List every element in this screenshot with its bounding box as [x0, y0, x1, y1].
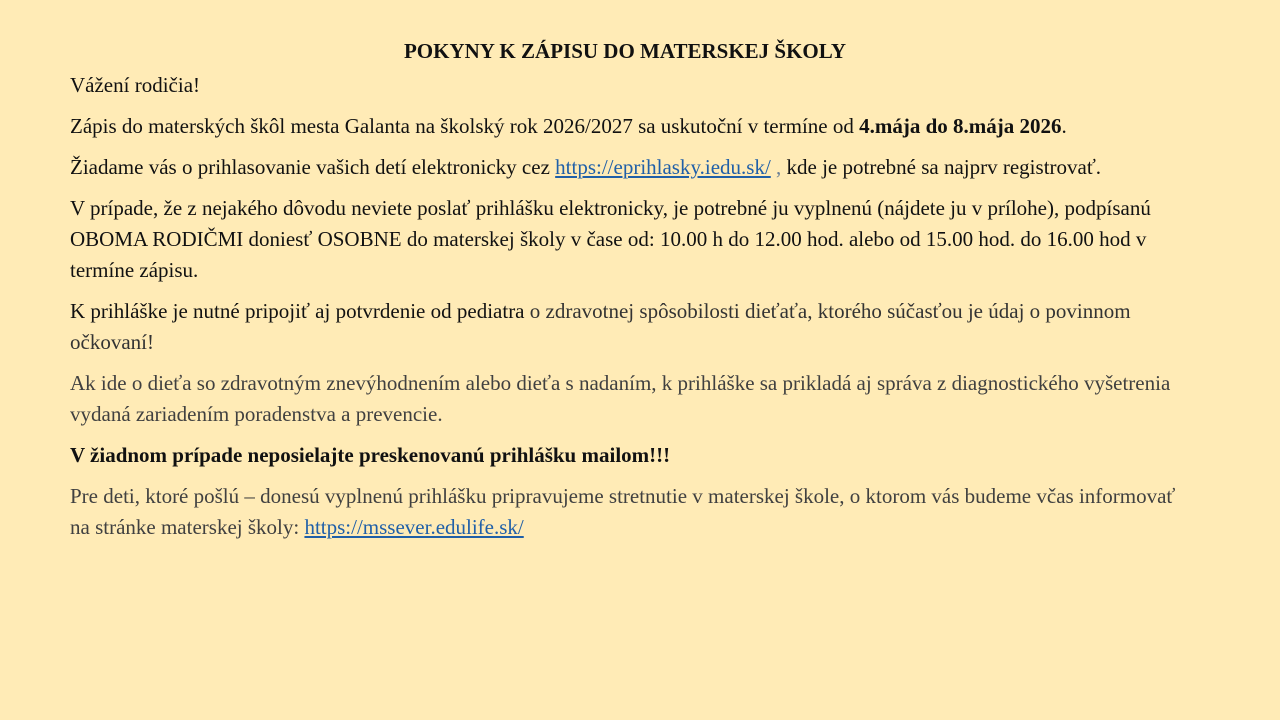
enrollment-end: .	[1061, 114, 1067, 138]
paragraph-special-needs: Ak ide o dieťa so zdravotným znevýhodnením alebo dieťa s nadaním, k prihláške sa prikladá aj správa z diagnostického vyšetrenia vydaná zariadením poradenstva a prevencie.	[70, 371, 1171, 426]
eprihlasky-link[interactable]: https://eprihlasky.iedu.sk/	[555, 155, 771, 179]
meeting-text: Pre deti, ktoré pošlú – donesú vyplnenú prihlášku pripravujeme stretnutie v materskej škole, o ktorom vás budeme včas informovať na stránke materskej školy:	[70, 484, 1176, 539]
slide-content	[70, 36, 1180, 553]
paragraph-paper-application: V prípade, že z nejakého dôvodu neviete poslať prihlášku elektronicky, je potrebné ju vyplnenú (nájdete ju v prílohe), podpísanú OBOMA RODIČMI doniesť OSOBNE do materskej školy v čase od: 10.00 h do 12.00 hod. alebo od 15.00 hod. do 16.00 hod v termíne zápisu.	[70, 196, 1151, 282]
paragraph-meeting-info	[70, 481, 1180, 543]
paragraph-electronic-registration	[70, 152, 1180, 183]
paragraph-warning: V žiadnom prípade neposielajte preskenovanú prihlášku mailom!!!	[70, 443, 671, 467]
paragraph-pediatrician-confirmation	[70, 296, 1180, 358]
pediatrician-text: K prihláške je nutné pripojiť aj potvrdenie od pediatra	[70, 299, 525, 323]
paragraph-enrollment-dates	[70, 111, 1180, 142]
pediatrician-end: o zdravotnej spôsobilosti dieťaťa, ktorého súčasťou je údaj o povinnom očkovaní!	[70, 299, 1131, 354]
mssever-link[interactable]: https://mssever.edulife.sk/	[304, 515, 524, 539]
page-title: POKYNY K ZÁPISU DO MATERSKEJ ŠKOLY	[403, 39, 847, 63]
greeting: Vážení rodičia!	[70, 73, 201, 97]
registration-end: kde je potrebné sa najprv registrovať.	[781, 155, 1102, 179]
enrollment-dates: 4.mája do 8.mája 2026	[859, 114, 1062, 138]
registration-text: Žiadame vás o prihlasovanie vašich detí elektronicky cez	[70, 155, 556, 179]
registration-comma: ,	[770, 155, 782, 179]
enrollment-text: Zápis do materských škôl mesta Galanta na školský rok 2026/2027 sa uskutoční v termíne od	[70, 114, 860, 138]
